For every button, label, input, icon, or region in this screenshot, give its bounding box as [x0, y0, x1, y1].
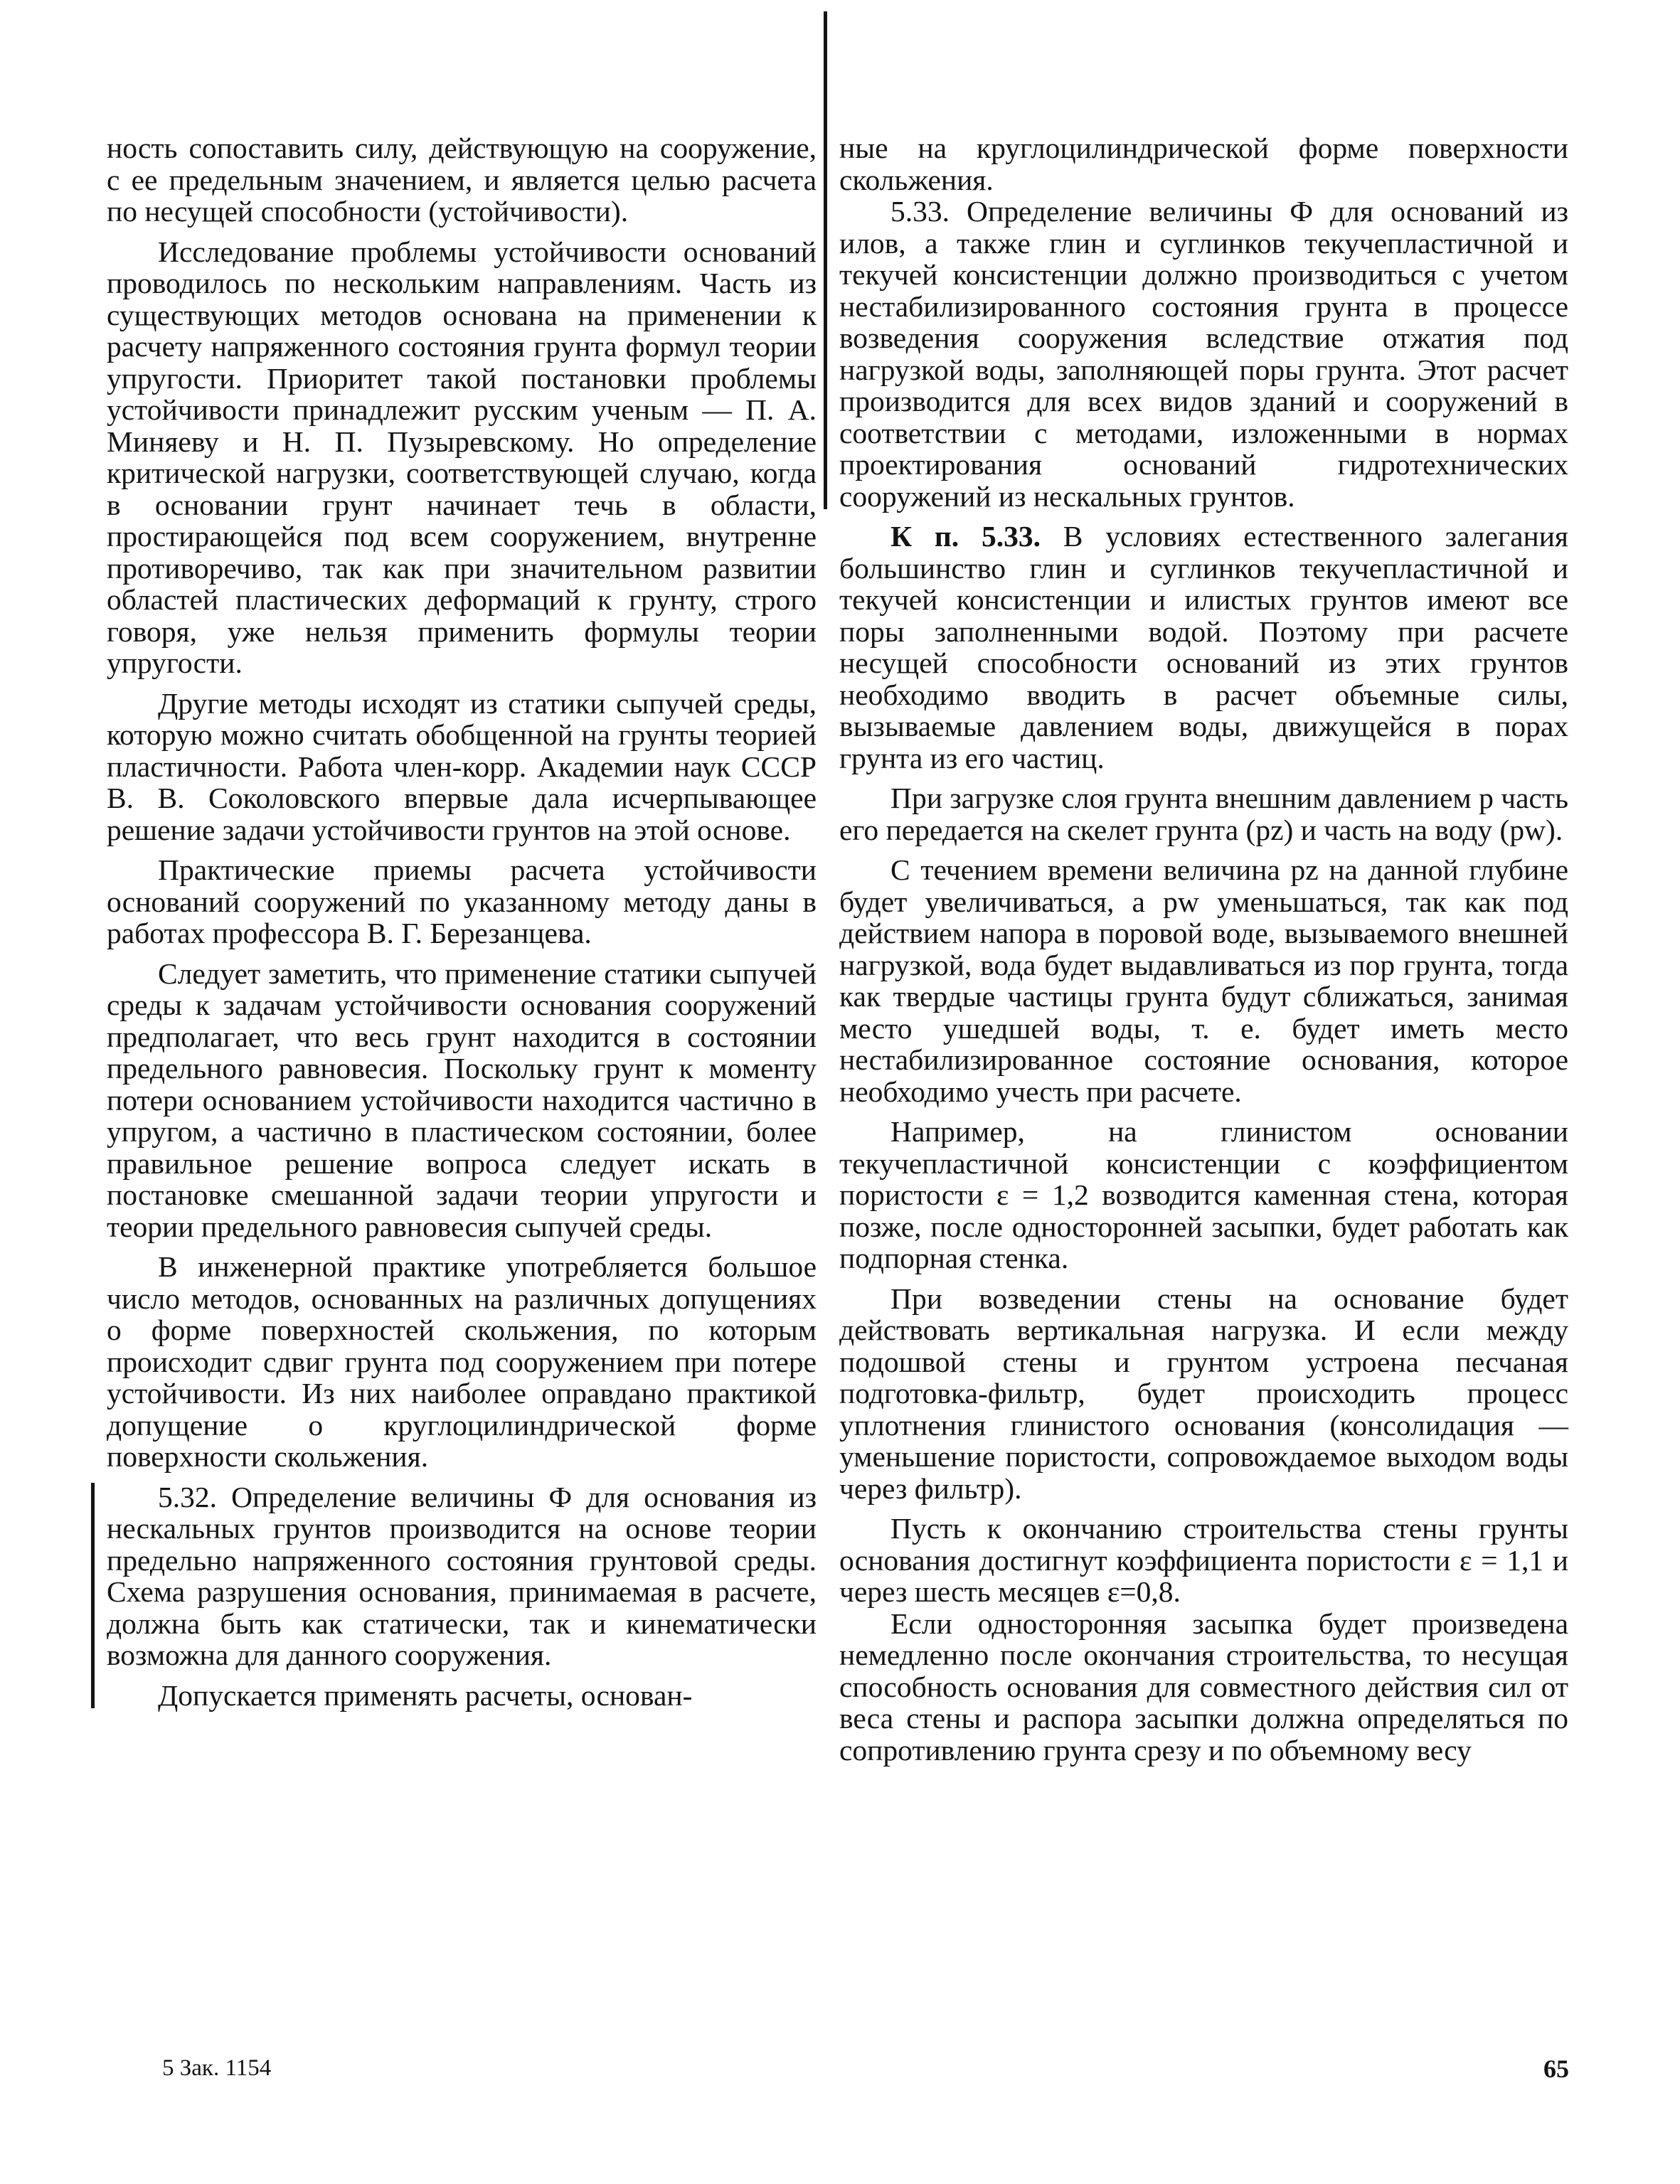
paragraph: Исследование проблемы устойчивости оснований проводилось по нескольким направлениям. Часть из существующих методов основана на применении к расчету напряженного состояния грунта формул теории упругости. Приоритет такой постановки проблемы устойчивости принадлежит русским ученым — П. А. Миняеву и Н. П. Пузыревскому. Но определение критической нагрузки, соответствующей случаю, когда в основании грунт начинает течь в области, простирающейся под всем сооружением, внутренне противоречиво, так как при значительном развитии областей пластических деформаций к грунту, строго говоря, уже нельзя применить формулы теории упругости. [107, 235, 817, 679]
paragraph: Другие методы исходят из статики сыпучей среды, которую можно считать обобщенной на грунты теорией пластичности. Работа член-корр. Академии наук СССР В. В. Соколовского впервые дала исчерпывающее решение задачи устойчивости грунтов на этой основе. [107, 686, 817, 846]
printer-signature: 5 Зак. 1154 [162, 2055, 272, 2081]
right-text-column [839, 132, 1568, 1766]
commentary-text: В условиях естественного залегания большинство глин и суглинков текучепластичной и текучей консистенции и илистых грунтов имеют все поры заполненными водой. Поэтому при расчете несущей способности оснований из этих грунтов необходимо вводить в расчет объемные силы, вызываемые давлением воды, движущейся в порах грунта из его частиц. [839, 520, 1568, 774]
clause-5-33: 5.33. Определение величины Ф для оснований из илов, а также глин и суглинков текучепластичной и текучей консистенции должно производиться с учетом нестабилизированного состояния грунта в процессе возведения сооружения вследствие отжатия под нагрузкой воды, заполняющей поры грунта. Этот расчет производится для всех видов зданий и сооружений в соответствии с методами, изложенными в нормах проектирования оснований гидротехнических сооружений из нескальных грунтов. [839, 195, 1568, 513]
paragraph: Если односторонняя засыпка будет произведена немедленно после окончания строительства, то несущая способность основания для совместного действия сил от веса стены и распора засыпки должна определяться по сопротивлению грунта срезу и по объемному весу [839, 1607, 1568, 1767]
paragraph: Практические приемы расчета устойчивости оснований сооружений по указанному методу даны в работах профессора В. Г. Березанцева. [107, 853, 817, 949]
left-text-column [107, 132, 817, 1711]
paragraph: Допускается применять расчеты, основан- [158, 1678, 693, 1712]
paragraph: ные на круглоцилиндрической форме поверхности скольжения. [839, 132, 1568, 196]
marked-clause-block [107, 1481, 817, 1712]
clause-5-32: 5.32. Определение величины Ф для основания из нескальных грунтов производится на основе теории предельно напряженного состояния грунтовой среды. Схема разрушения основания, принимаемая в расчете, должна быть как статически, так и кинематически возможна для данного сооружения. [107, 1480, 817, 1671]
paragraph: Следует заметить, что применение статики сыпучей среды к задачам устойчивости основания сооружений предполагает, что весь грунт находится в состоянии предельного равновесия. Поскольку грунт к моменту потери основанием устойчивости находится частично в упругом, а частично в пластическом состоянии, более правильное решение вопроса следует искать в постановке смешанной задачи теории упругости и теории предельного равновесия сыпучей среды. [107, 957, 817, 1243]
paragraph: ность сопоставить силу, действующую на сооружение, с ее предельным значением, и является целью расчета по несущей способности (устойчивости). [107, 132, 817, 228]
paragraph: С течением времени величина pz на данной глубине будет увеличиваться, а pw уменьшаться, так как под действием напора в поровой воде, вызываемого внешней нагрузкой, вода будет выдавливаться из пор грунта, тогда как твердые частицы грунта будут сближаться, занимая место ушедшей воды, т. е. будет иметь место нестабилизированное состояние основания, которое необходимо учесть при расчете. [839, 853, 1568, 1108]
paragraph: Например, на глинистом основании текучепластичной консистенции с коэффициентом пористости ε = 1,2 возводится каменная стена, которая позже, после односторонней засыпки, будет работать как подпорная стенка. [839, 1115, 1568, 1274]
commentary-5-33 [839, 521, 1568, 774]
paragraph: Пусть к окончанию строительства стены грунты основания достигнут коэффициента пористости ε = 1,1 и через шесть месяцев ε=0,8. [839, 1512, 1568, 1608]
paragraph: В инженерной практике употребляется большое число методов, основанных на различных допущениях о форме поверхностей скольжения, по которым происходит сдвиг грунта под сооружением при потере устойчивости. Из них наиболее оправдано практикой допущение о круглоцилиндрической форме поверхности скольжения. [107, 1250, 817, 1473]
marked-clause-block [839, 132, 1568, 512]
paragraph: При возведении стены на основание будет действовать вертикальная нагрузка. И если между подошвой стены и грунтом устроена песчаная подготовка-фильтр, будет происходить процесс уплотнения глинистого основания (консолидация — уменьшение пористости, сопровождаемое выходом воды через фильтр). [839, 1282, 1568, 1505]
page-number: 65 [1543, 2055, 1569, 2083]
paragraph: При загрузке слоя грунта внешним давлением p часть его передается на скелет грунта (pz) и часть на воду (pw). [839, 782, 1568, 846]
commentary-lead: К п. 5.33. [890, 520, 1041, 553]
